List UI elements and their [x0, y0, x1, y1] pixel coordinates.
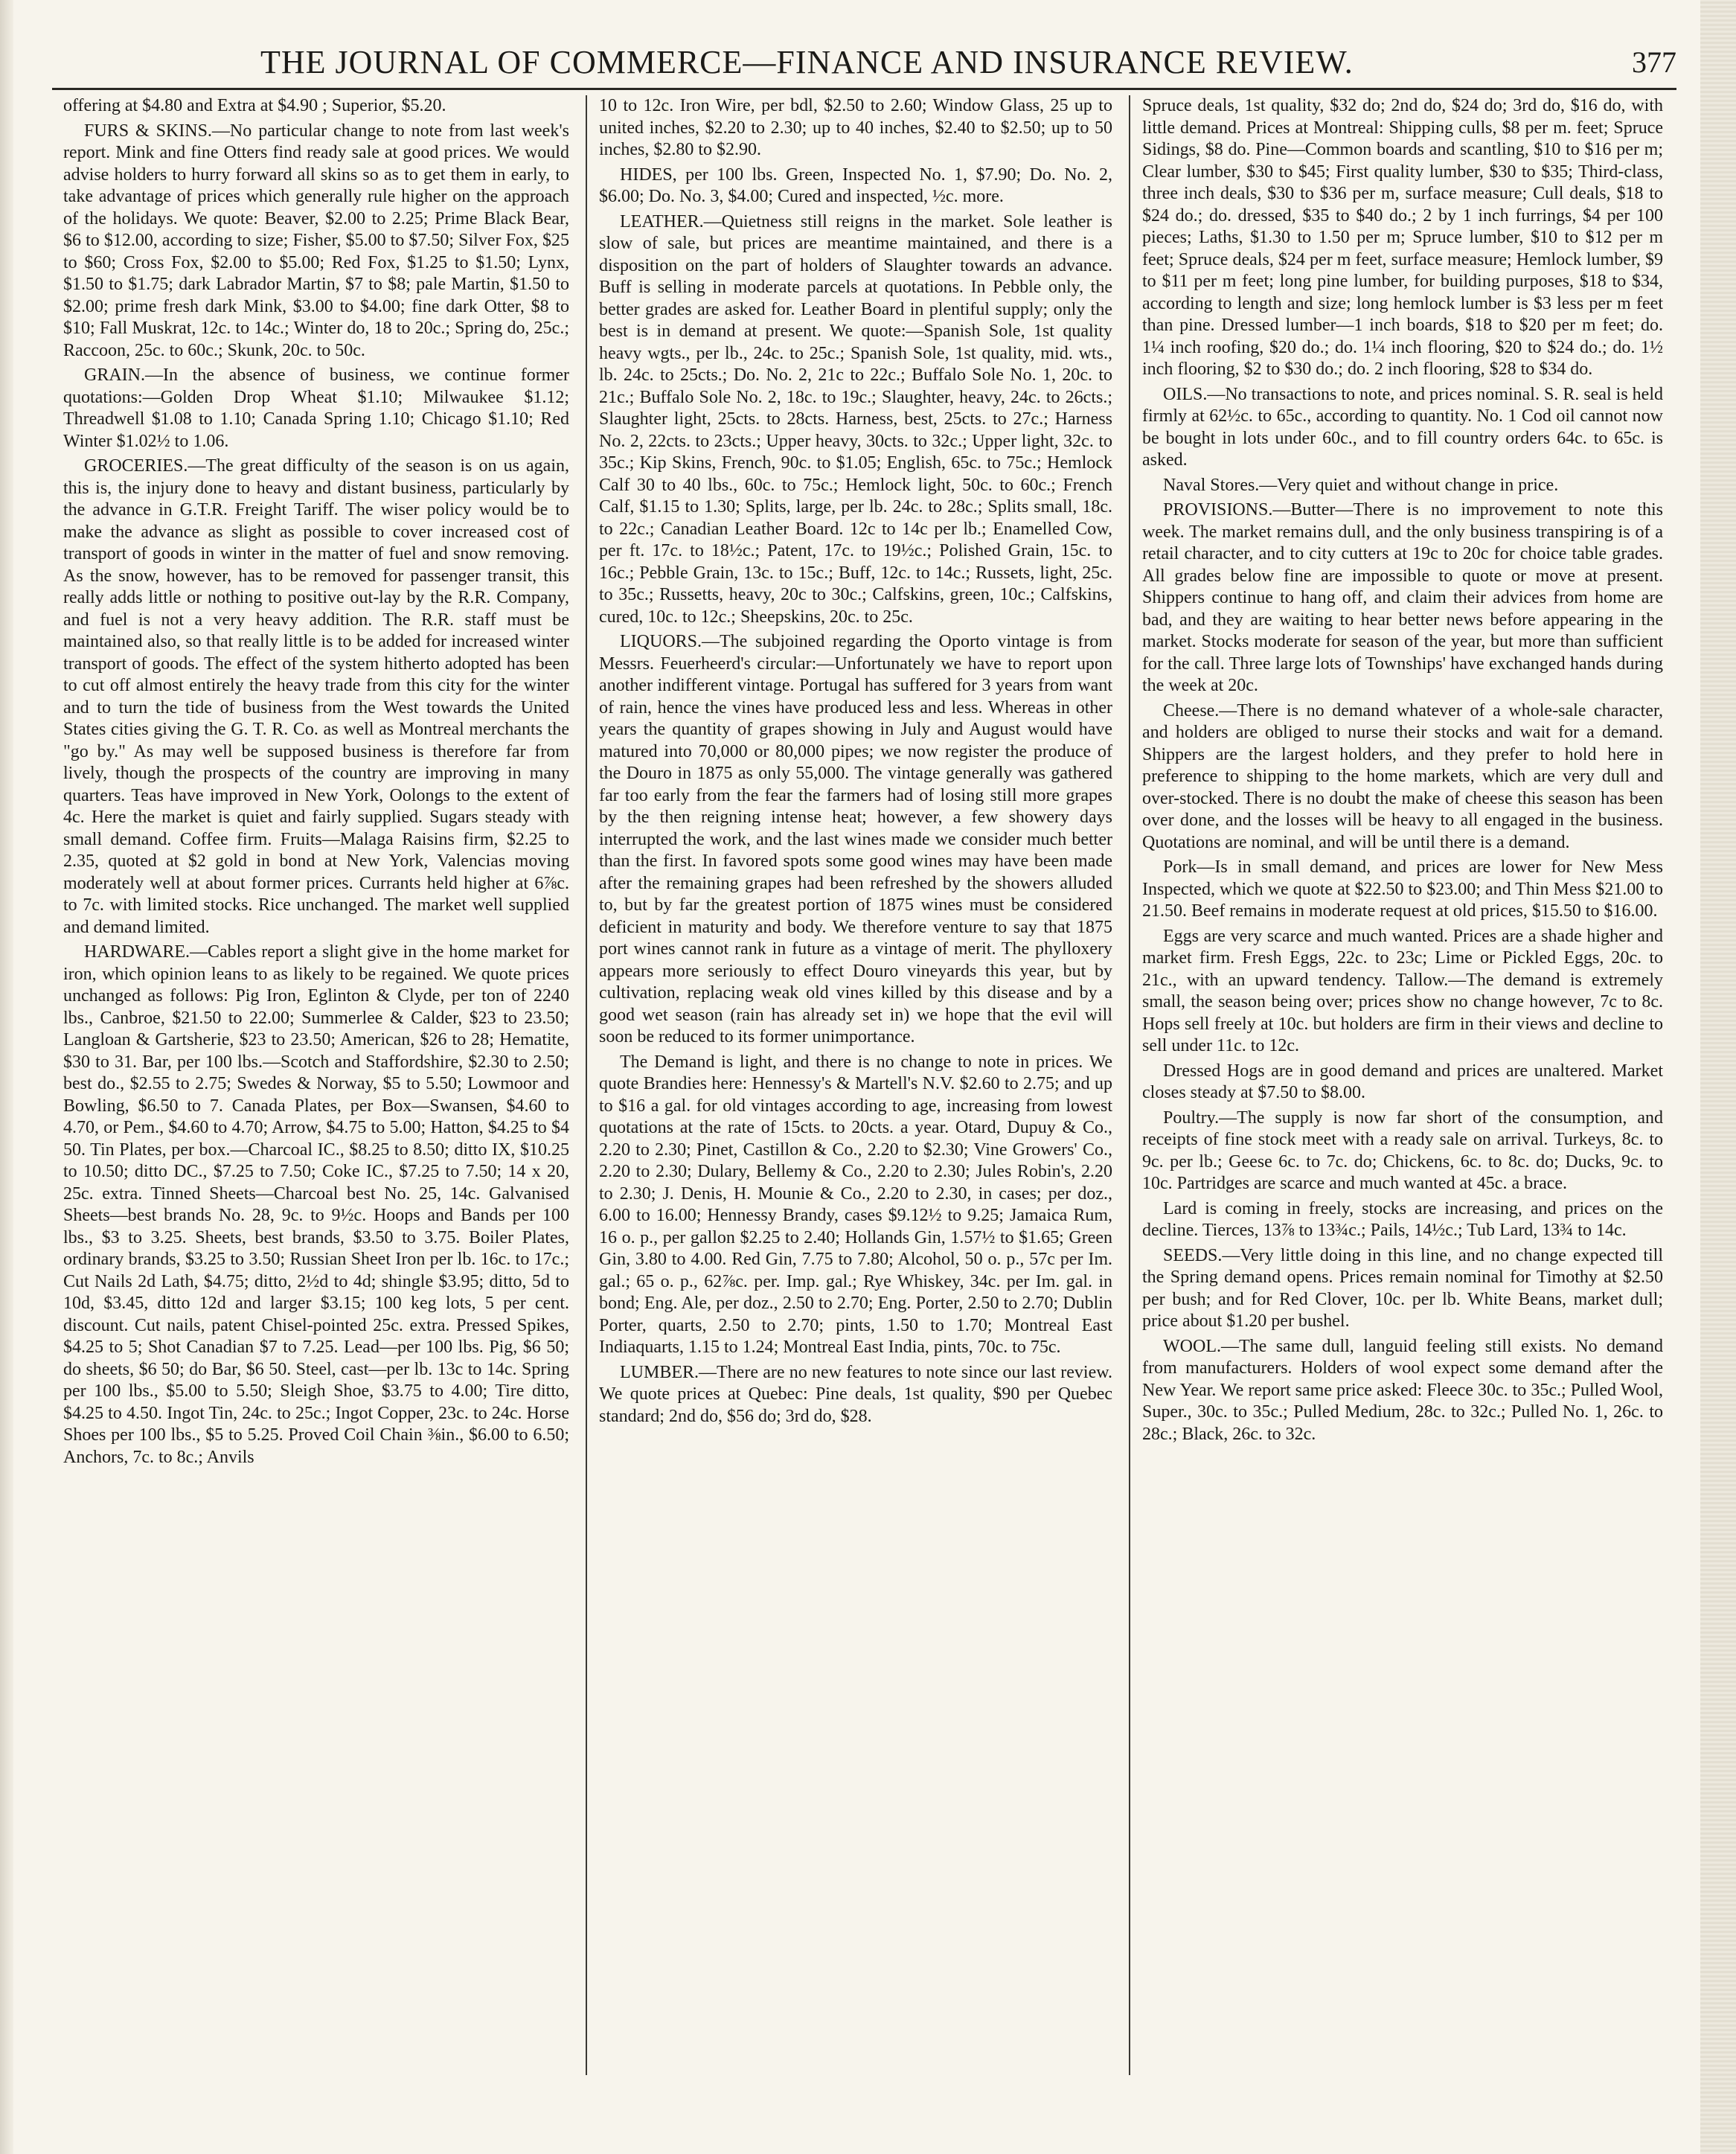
- paragraph-hardware-continued: 10 to 12c. Iron Wire, per bdl, $2.50 to 2.60; Window Glass, 25 up to united inches, $2.20 to 2.30; up to 40 inches, $2.40 to $2.50; up to 50 inches, $2.80 to $2.90.: [599, 96, 1112, 159]
- paragraph-brandies: The Demand is light, and there is no change to note in prices. We quote Brandies here: Hennessy's & Martell's N.V. $2.60 to 2.75; and up to $16 a gal. for old vintages according to age, increasing from lowest quotations at the rate of 15cts. to 20cts. a year. Otard, Dupuy & Co., 2.20 to 2.30; Pinet, Castillon & Co., 2.20 to $2.30; Vine Growers' Co., 2.20 to 2.30; Dulary, Bellemy & Co., 2.20 to 2.30; Jules Robin's, 2.20 to 2.30; J. Denis, H. Mounie & Co., 2.20 to 2.30, in cases; per doz., 6.00 to 16.00; Hennessy Brandy, cases $9.12½ to 9.25; Jamaica Rum, 16 o. p., per gallon $2.25 to 2.40; Hollands Gin, 1.57½ to $1.65; Green Gin, 3.80 to 4.00. Red Gin, 7.75 to 7.80; Alcohol, 50 o. p., 57c per Im. gal.; 65 o. p., 62⅞c. per. Imp. gal.; Rye Whiskey, 34c. per Im. gal. in bond; Eng. Ale, per doz., 2.50 to 2.70; Eng. Porter, 2.50 to 2.70; Dublin Porter, quarts, 2.50 to 2.70; pints, 1.50 to 1.70; Montreal East Indiaquarts, 1.15 to 1.24; Montreal East India, pints, 70c. to 75c.: [599, 1052, 1112, 1357]
- paragraph-lard: Lard is coming in freely, stocks are increasing, and prices on the decline. Tierces, 13⅞ to 13¾c.; Pails, 14½c.; Tub Lard, 13¾ to 14c.: [1142, 1198, 1663, 1240]
- paragraph-lumber: LUMBER.—There are no new features to note since our last review. We quote prices at Quebec: Pine deals, 1st quality, $90 per Quebec standard; 2nd do, $56 do; 3rd do, $28.: [599, 1362, 1112, 1426]
- column-2: [599, 95, 1112, 2127]
- paragraph-seeds: SEEDS.—Very little doing in this line, and no change expected till the Spring demand opens. Prices remain nominal for Timothy at $2.50 per bush; and for Red Clover, 10c. per lb. White Beans, market dull; price about $1.20 per bushel.: [1142, 1245, 1663, 1331]
- paragraph-hides: HIDES, per 100 lbs. Green, Inspected No. 1, $7.90; Do. No. 2, $6.00; Do. No. 3, $4.00; Cured and inspected, ½c. more.: [599, 164, 1112, 206]
- paragraph-grain: GRAIN.—In the absence of business, we continue former quotations:—Golden Drop Wheat $1.10; Milwaukee $1.12; Threadwell $1.08 to 1.10; Canada Spring 1.10; Chicago $1.10; Red Winter $1.02½ to 1.06.: [63, 365, 569, 451]
- paragraph-poultry: Poultry.—The supply is now far short of the consumption, and receipts of fine stock meet with a ready sale on arrival. Turkeys, 8c. to 9c. per lb.; Geese 6c. to 7c. do; Chickens, 6c. to 8c. do; Ducks, 9c. to 10c. Partridges are scarce and much wanted at 45c. a brace.: [1142, 1108, 1663, 1193]
- paragraph-pork: Pork—Is in small demand, and prices are lower for New Mess Inspected, which we quote at $22.50 to $23.00; and Thin Mess $21.00 to 21.50. Beef remains in moderate request at old prices, $15.50 to $16.00.: [1142, 857, 1663, 921]
- column-divider: [586, 95, 587, 2075]
- column-1: [63, 95, 569, 2127]
- paragraph-dressed-hogs: Dressed Hogs are in good demand and prices are unaltered. Market closes steady at $7.50 to $8.00.: [1142, 1061, 1663, 1102]
- paragraph-cheese: Cheese.—There is no demand whatever of a whole-sale character, and holders are obliged to nurse their stocks and wait for a demand. Shippers are the largest holders, and they prefer to hold here in preference to shipping to the home markets, which are very dull and over-stocked. There is no doubt the make of cheese this season has been over done, and the losses will be heavy to all engaged in the business. Quotations are nominal, and will be until there is a demand.: [1142, 700, 1663, 852]
- paragraph-flour-continued: offering at $4.80 and Extra at $4.90 ; Superior, $5.20.: [63, 96, 446, 115]
- paragraph-groceries: GROCERIES.—The great difficulty of the season is on us again, this is, the injury done to heavy and distant business, particularly by the advance in G.T.R. Freight Tariff. The wiser policy would be to make the advance as slight as possible to cover increased cost of transport of goods in winter in the matter of fuel and snow removing. As the snow, however, has to be removed for passenger transit, this really adds little or nothing to positive out-lay by the R.R. Company, and fuel is not a very heavy addition. The R.R. staff must be maintained also, so that really little is to be added for increased winter transport of goods. The effect of the system hitherto adopted has been to cut off almost entirely the heavy trade from this city for the winter and to turn the tide of business from the West towards the United States cities giving the G. T. R. Co. as well as Montreal merchants the "go by." As may well be supposed business is therefore far from lively, though the prospects of the country are improving in many quarters. Teas have improved in New York, Oolongs to the extent of 4c. Here the market is quiet and fairly supplied. Sugars steady with small demand. Coffee firm. Fruits—Malaga Raisins firm, $2.25 to 2.35, quoted at $2 gold in bond at New York, Valencias moving moderately well at about former prices. Currants held higher at 6⅞c. to 7c. with limited stocks. Rice unchanged. The market well supplied and demand limited.: [63, 456, 569, 937]
- paragraph-oils: OILS.—No transactions to note, and prices nominal. S. R. seal is held firmly at 62½c. to 65c., according to quantity. No. 1 Cod oil cannot now be bought in lots under 60c., and to fill country orders 64c. to 65c. is asked.: [1142, 384, 1663, 470]
- paragraph-lumber-continued: Spruce deals, 1st quality, $32 do; 2nd do, $24 do; 3rd do, $16 do, with little demand. Prices at Montreal: Shipping culls, $8 per m. feet; Spruce Sidings, $8 do. Pine—Common boards and scantling, $10 to $16 per m; Clear lumber, $30 to $45; First quality lumber, $30 to $35; Third-class, three inch deals, $30 to $36 per m, surface measure; Cull deals, $18 to $24 do.; do. dressed, $35 to $40 do.; 2 by 1 inch furrings, $4 per 100 pieces; Laths, $1.30 to 1.50 per m; Spruce lumber, $10 to $12 per m feet; Spruce deals, $24 per m feet, surface measure; Hemlock lumber, $9 to $11 per m feet; long pine lumber, for building purposes, $18 to $34, according to length and size; long hemlock lumber is $3 less per m feet than pine. Dressed lumber—1 inch boards, $18 to $20 per m feet; do. 1¼ inch roofing, $20 do.; do. 1¼ inch flooring, $20 to $24 do.; do. 1½ inch flooring, $2 to $30 do.; do. 2 inch flooring, $28 to $34 do.: [1142, 96, 1663, 379]
- page-header: [45, 43, 1691, 88]
- paragraph-provisions-butter: PROVISIONS.—Butter—There is no improvement to note this week. The market remains dull, and the only business transpiring is of a retail character, and to city cutters at 19c to 20c for choice table grades. All grades below fine are impossible to quote or move at present. Shippers continue to hang off, and claim their advices from home are bad, and they are waiting to hear better news before appearing in the market. Stocks moderate for season of the year, but more than sufficient for the call. Three large lots of Townships' have exchanged hands during the week at 20c.: [1142, 500, 1663, 695]
- column-3: [1142, 95, 1663, 2127]
- page-binding-edge: [0, 0, 13, 2154]
- column-divider: [1129, 95, 1130, 2075]
- paragraph-hardware: HARDWARE.—Cables report a slight give in the home market for iron, which opinion leans to as likely to be regained. We quote prices unchanged as follows: Pig Iron, Eglinton & Clyde, per ton of 2240 lbs., Canbroe, $21.50 to 22.00; Summerlee & Calder, $23 to 23.50; Langloan & Gartsherie, $23 to 23.50; American, $26 to 28; Hematite, $30 to 31. Bar, per 100 lbs.—Scotch and Staffordshire, $2.30 to 2.50; best do., $2.55 to 2.75; Swedes & Norway, $5 to 5.50; Lowmoor and Bowling, $6.50 to 7. Canada Plates, per Box—Swansen, $4.60 to 4.70, or Pem., $4.60 to 4.70; Arrow, $4.75 to 5.00; Hatton, $4.25 to $4 50. Tin Plates, per box.—Charcoal IC., $8.25 to 8.50; ditto IX, $10.25 to 10.50; ditto DC., $7.25 to 7.50; Coke IC., $7.25 to 7.50; 14 x 20, 25c. extra. Tinned Sheets—Charcoal best No. 25, 14c. Galvanised Sheets—best brands No. 28, 9c. to 9½c. Hoops and Bands per 100 lbs., $3 to 3.25. Sheets, best brands, $3.50 to 3.75. Boiler Plates, ordinary brands, $3.25 to 3.50; Russian Sheet Iron per lb. 16c. to 17c.; Cut Nails 2d Lath, $4.75; ditto, 2½d to 4d; shingle $3.95; ditto, 5d to 10d, $3.45, ditto 12d and larger $3.15; 100 keg lots, 5 per cent. discount. Cut nails, patent Chisel-pointed 25c. extra. Pressed Spikes, $4.25 to 5; Shot Canadian $7 to 7.25. Lead—per 100 lbs. Pig, $6 50; do sheets, $6 50; do Bar, $6 50. Steel, cast—per lb. 13c to 14c. Spring per 100 lbs., $5.00 to 5.50; Sleigh Shoe, $3.75 to 4.00; Tire ditto, $4.25 to 4.50. Ingot Tin, 24c. to 25c.; Ingot Copper, 23c. to 24c. Horse Shoes per 100 lbs., $5 to 5.25. Proved Coil Chain ⅜in., $6.00 to 6.50; Anchors, 7c. to 8c.; Anvils: [63, 942, 569, 1467]
- paragraph-leather: LEATHER.—Quietness still reigns in the market. Sole leather is slow of sale, but prices are meantime maintained, and there is a disposition on the part of holders of Slaughter towards an advance. Buff is selling in moderate parcels at quotations. In Pebble only, the better grades are asked for. Leather Board in plentiful supply; only the best is in demand at present. We quote:—Spanish Sole, 1st quality heavy wgts., per lb., 24c. to 25c.; Spanish Sole, 1st quality, mid. wts., lb. 24c. to 25cts.; Do. No. 2, 21c to 22c.; Buffalo Sole No. 1, 20c. to 21c.; Buffalo Sole No. 2, 18c. to 19c.; Slaughter, heavy, 24c. to 26cts.; Slaughter light, 25cts. to 28cts. Harness, best, 25cts. to 27c.; Harness No. 2, 22cts. to 23cts.; Upper heavy, 30cts. to 32c.; Upper light, 32c. to 35c.; Kip Skins, French, 90c. to $1.05; English, 65c. to 75c.; Hemlock Calf 30 to 40 lbs., 60c. to 75c.; Hemlock light, 50c. to 60c.; French Calf, $1.15 to 1.30; Splits, large, per lb. 24c. to 28c.; Splits small, 18c. to 22c.; Canadian Leather Board. 12c to 14c per lb.; Enamelled Cow, per ft. 17c. to 18½c.; Patent, 17c. to 19½c.; Polished Grain, 15c. to 16c.; Pebble Grain, 13c. to 15c.; Buff, 12c. to 14c.; Russets, light, 25c. to 35c.; Russetts, heavy, 20c to 30c.; Calfskins, green, 10c.; Calfskins, cured, 10c. to 12c.; Sheepskins, 20c. to 25c.: [599, 211, 1112, 627]
- page-number: 377: [1632, 45, 1676, 79]
- header-rule: [52, 88, 1676, 90]
- paragraph-liquors: LIQUORS.—The subjoined regarding the Oporto vintage is from Messrs. Feuerheerd's circular:—Unfortunately we have to report upon another indifferent vintage. Portugal has suffered for 3 years from want of rain, hence the vines have produced less and less. Whereas in other years the quantity of grapes showing in July and August would have matured into 70,000 or 80,000 pipes; we now register the produce of the Douro in 1875 as only 55,000. The vintage generally was gathered far too early from the fear the farmers had of losing still more grapes by the then reigning intense heat; however, a few showery days interrupted the work, and the last wines made we consider much better than the first. In favored spots some good wines may have been made after the remaining grapes had been refreshed by the showers alluded to, but by far the greatest portion of 1875 wines must be considered deficient in maturity and body. We therefore venture to say that 1875 port wines cannot rank in future as a vintage of merit. The phylloxery appears more seriously to effect Douro vineyards this year, but by cultivation, replacing weak old vines killed by this disease and by a good wet season (rain has already set in) we hope that the evil will soon be reduced to its former unimportance.: [599, 632, 1112, 1046]
- paragraph-furs-skins: FURS & SKINS.—No particular change to note from last week's report. Mink and fine Otters find ready sale at good prices. We would advise holders to hurry forward all skins so as to get them in early, to take advantage of prices which generally rule higher on the approach of the holidays. We quote: Beaver, $2.00 to 2.25; Prime Black Bear, $6 to $12.00, according to size; Fisher, $5.00 to $7.50; Silver Fox, $25 to $60; Cross Fox, $2.00 to $5.00; Red Fox, $1.25 to $1.50; Lynx, $1.50 to $1.75; dark Labrador Martin, $7 to $8; pale Martin, $1.50 to $2.00; prime fresh dark Mink, $3.00 to $4.00; fine dark Otter, $8 to $10; Fall Muskrat, 12c. to 14c.; Winter do, 18 to 20c.; Spring do, 25c.; Raccoon, 25c. to 60c.; Skunk, 20c. to 50c.: [63, 121, 569, 360]
- paragraph-wool: WOOL.—The same dull, languid feeling still exists. No demand from manufacturers. Holders of wool expect some demand after the New Year. We report same price asked: Fleece 30c. to 35c.; Pulled Wool, Super., 30c. to 35c.; Pulled Medium, 28c. to 32c.; Pulled No. 1, 26c. to 28c.; Black, 26c. to 32c.: [1142, 1336, 1663, 1444]
- paragraph-eggs: Eggs are very scarce and much wanted. Prices are a shade higher and market firm. Fresh Eggs, 22c. to 23c; Lime or Pickled Eggs, 20c. to 21c., with an upward tendency. Tallow.—The demand is extremely small, the season being over; prices show no change however, 7c to 8c. Hops sell freely at 10c. but holders are firm in their views and decline to sell under 11c. to 12c.: [1142, 926, 1663, 1055]
- article-columns: [56, 95, 1667, 2127]
- page-torn-edge: [1700, 0, 1736, 2154]
- journal-title: THE JOURNAL OF COMMERCE—FINANCE AND INSURANCE REVIEW.: [260, 44, 1354, 80]
- paragraph-naval-stores: Naval Stores.—Very quiet and without change in price.: [1163, 475, 1559, 495]
